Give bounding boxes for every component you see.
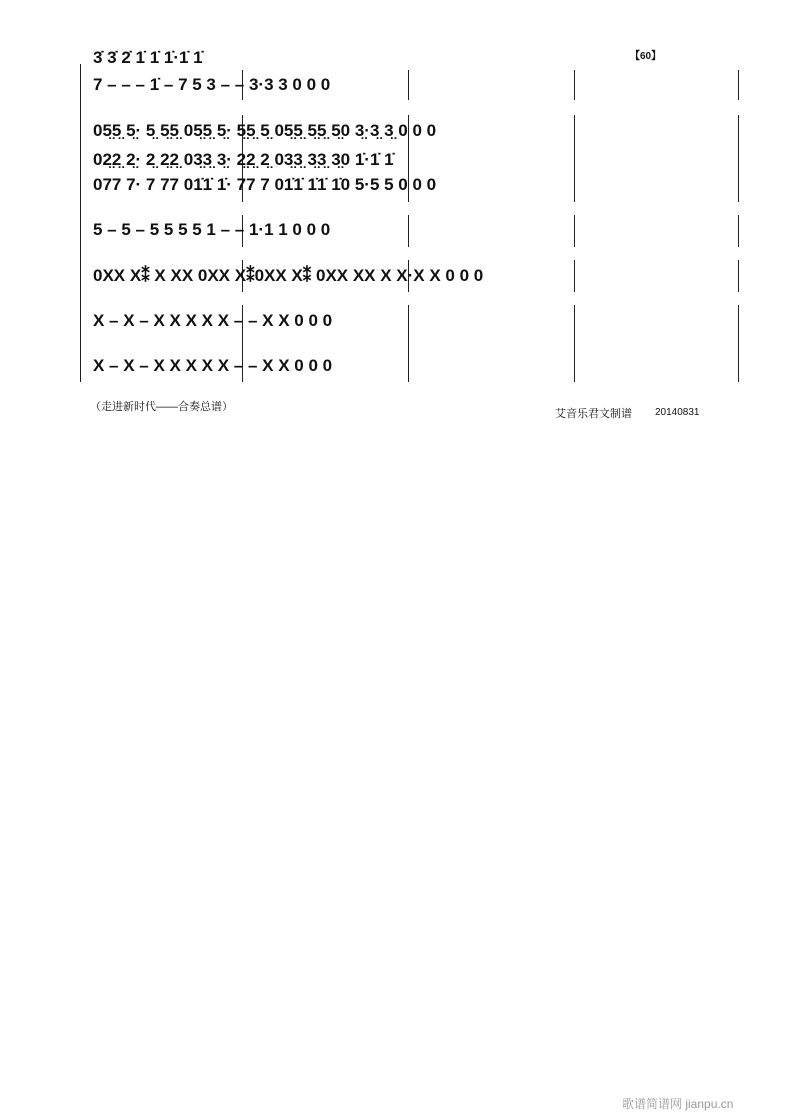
staff-line: 077 7· 7 77 01̇1̇ 1̇· 77 7 01̇1̇ 1̇1̇ 1̇0 5·5 5 0 0 0 — [93, 175, 437, 194]
barline — [574, 215, 575, 247]
barline — [738, 305, 739, 382]
barline — [408, 215, 409, 247]
barline — [574, 115, 575, 202]
score-title: （走进新时代——合奏总谱） — [90, 401, 233, 413]
barline — [574, 260, 575, 292]
staff-line: X – X – X X X X X – – X X 0 0 0 — [93, 356, 333, 375]
score-date: 20140831 — [655, 407, 700, 418]
barline — [738, 215, 739, 247]
staff-upper-line: 02̤2̤ 2̤· 2̤ 2̤2̤ 03̤3̤ 3̤· 2̤2̤ 2̤ 03̤3̤ 3̤3̤ 3̤0 1̇·1̇ 1̇ — [93, 150, 394, 169]
staff-upper-line: 3̇ 3̇ 2̇ 1̇ 1̇ 1̇·1̇ 1̇ — [93, 48, 203, 67]
barline — [408, 70, 409, 100]
staff-line: 0XX X⁑ X XX 0XX X⁑0XX X⁑ 0XX XX X X·X X 0 0 0 — [93, 266, 484, 285]
staff-line: 05̤5̤ 5̤· 5̤ 5̤5̤ 05̤5̤ 5̤· 5̤5̤ 5̤ 05̤5̤ 5̤5̤ 5̤0 3̤·3̤ 3̤ 0 0 0 — [93, 121, 437, 140]
rehearsal-mark: 【60】 — [630, 51, 662, 62]
barline — [738, 70, 739, 100]
watermark: 歌谱简谱网 jianpu.cn — [622, 1097, 734, 1111]
barline — [574, 70, 575, 100]
barline — [408, 305, 409, 382]
staff-line: 5 – 5 – 5 5 5 5 1 – – 1·1 1 0 0 0 — [93, 220, 331, 239]
score-credit: 艾音乐君文制谱 — [555, 408, 632, 420]
barline — [574, 305, 575, 382]
barline — [738, 115, 739, 202]
staff-line: X – X – X X X X X – – X X 0 0 0 — [93, 311, 333, 330]
barline — [738, 260, 739, 292]
barline — [80, 64, 81, 382]
staff-line: 7 – – – 1̇ – 7 5 3 – – 3·3 3 0 0 0 — [93, 75, 331, 94]
